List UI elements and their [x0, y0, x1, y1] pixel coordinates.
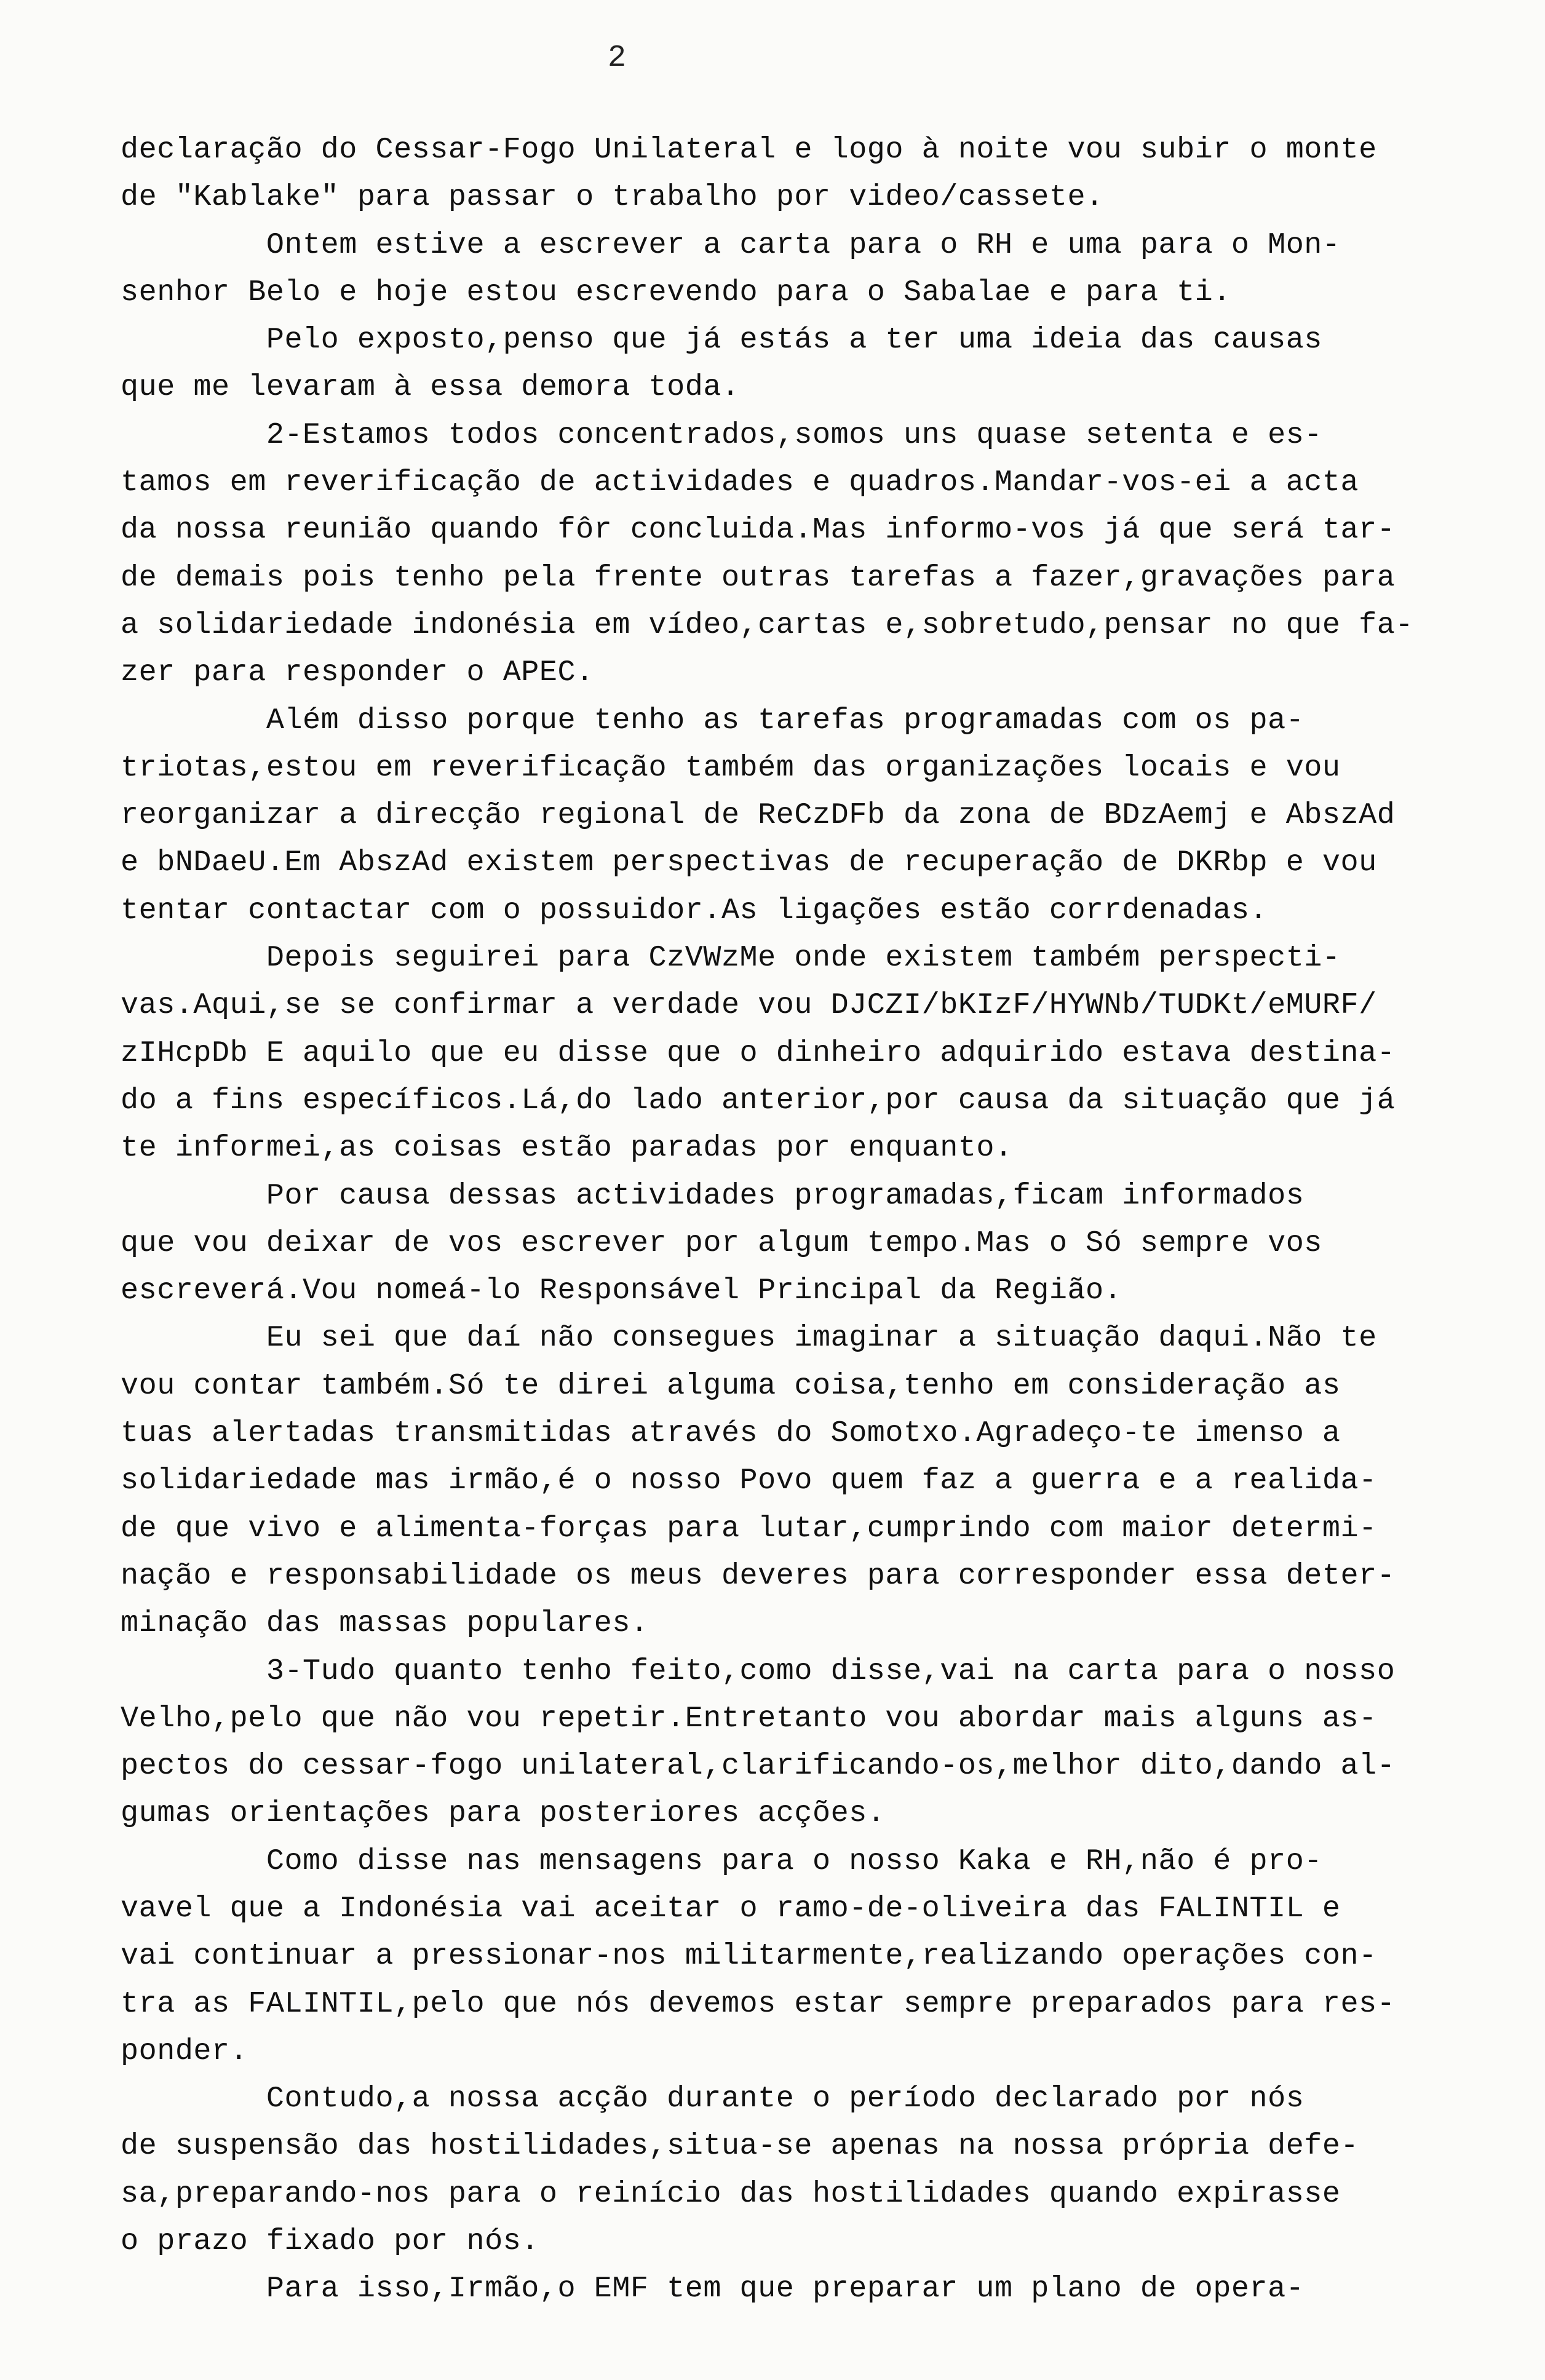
text-line: Depois seguirei para CzVWzMe onde existem também perspecti- [121, 941, 1341, 975]
text-line: tuas alertadas transmitidas através do Somotxo.Agradeço-te imenso a [121, 1416, 1341, 1451]
text-line: da nossa reunião quando fôr concluida.Mas informo-vos já que será tar- [121, 513, 1396, 547]
text-line: Além disso porque tenho as tarefas programadas com os pa- [121, 703, 1305, 737]
text-line: declaração do Cessar-Fogo Unilateral e logo à noite vou subir o monte [121, 133, 1377, 167]
text-line: do a fins específicos.Lá,do lado anterior,por causa da situação que já [121, 1083, 1396, 1117]
text-line: tentar contactar com o possuidor.As ligações estão corrdenadas. [121, 893, 1268, 927]
text-line: Eu sei que daí não consegues imaginar a situação daqui.Não te [121, 1321, 1377, 1355]
text-line: tamos em reverificação de actividades e quadros.Mandar-vos-ei a acta [121, 466, 1359, 500]
text-line: Contudo,a nossa acção durante o período declarado por nós [121, 2082, 1305, 2116]
text-line: Ontem estive a escrever a carta para o RH e uma para o Mon- [121, 228, 1341, 262]
text-line: e bNDaeU.Em AbszAd existem perspectivas de recuperação de DKRbp e vou [121, 846, 1377, 880]
text-line: tra as FALINTIL,pelo que nós devemos estar sempre preparados para res- [121, 1986, 1396, 2021]
text-line: o prazo fixado por nós. [121, 2224, 539, 2259]
text-line: escreverá.Vou nomeá-lo Responsável Principal da Região. [121, 1274, 1122, 1308]
text-line: te informei,as coisas estão paradas por enquanto. [121, 1131, 1013, 1165]
text-line: zIHcpDb E aquilo que eu disse que o dinheiro adquirido estava destina- [121, 1036, 1396, 1070]
text-line: que vou deixar de vos escrever por algum tempo.Mas o Só sempre vos [121, 1226, 1322, 1260]
text-line: de "Kablake" para passar o trabalho por video/cassete. [121, 180, 1104, 215]
text-line: de que vivo e alimenta-forças para lutar,cumprindo com maior determi- [121, 1511, 1377, 1545]
text-line: triotas,estou em reverificação também das organizações locais e vou [121, 750, 1341, 785]
text-line: senhor Belo e hoje estou escrevendo para o Sabalae e para ti. [121, 275, 1231, 309]
text-line: vavel que a Indonésia vai aceitar o ramo-de-oliveira das FALINTIL e [121, 1891, 1341, 1926]
text-line: minação das massas populares. [121, 1606, 649, 1641]
text-line: Pelo exposto,penso que já estás a ter uma ideia das causas [121, 323, 1322, 357]
text-line: Velho,pelo que não vou repetir.Entretanto vou abordar mais alguns as- [121, 1701, 1377, 1735]
text-line: 3-Tudo quanto tenho feito,como disse,vai na carta para o nosso [121, 1654, 1396, 1688]
text-line: ponder. [121, 2034, 248, 2068]
text-line: de demais pois tenho pela frente outras tarefas a fazer,gravações para [121, 560, 1396, 595]
text-line: vou contar também.Só te direi alguma coisa,tenho em consideração as [121, 1368, 1341, 1403]
text-line: 2-Estamos todos concentrados,somos uns quase setenta e es- [121, 418, 1322, 452]
text-line: Para isso,Irmão,o EMF tem que preparar um plano de opera- [121, 2272, 1305, 2306]
text-line: Como disse nas mensagens para o nosso Kaka e RH,não é pro- [121, 1844, 1322, 1878]
letter-body [121, 126, 1474, 2313]
text-line: a solidariedade indonésia em vídeo,cartas e,sobretudo,pensar no que fa- [121, 608, 1413, 642]
text-line: vai continuar a pressionar-nos militarmente,realizando operações con- [121, 1939, 1377, 1973]
text-line: nação e responsabilidade os meus deveres para corresponder essa deter- [121, 1558, 1396, 1593]
text-line: sa,preparando-nos para o reinício das hostilidades quando expirasse [121, 2176, 1341, 2211]
page-number: 2 [608, 41, 627, 76]
text-line: reorganizar a direcção regional de ReCzDFb da zona de BDzAemj e AbszAd [121, 798, 1396, 833]
text-line: Por causa dessas actividades programadas,ficam informados [121, 1178, 1305, 1213]
text-line: zer para responder o APEC. [121, 656, 594, 690]
text-line: solidariedade mas irmão,é o nosso Povo quem faz a guerra e a realida- [121, 1464, 1377, 1498]
text-line: vas.Aqui,se se confirmar a verdade vou DJCZI/bKIzF/HYWNb/TUDKt/eMURF/ [121, 988, 1377, 1023]
text-line: pectos do cessar-fogo unilateral,clarificando-os,melhor dito,dando al- [121, 1749, 1396, 1783]
text-line: de suspensão das hostilidades,situa-se apenas na nossa própria defe- [121, 2129, 1359, 2164]
text-line: que me levaram à essa demora toda. [121, 370, 740, 405]
text-line: gumas orientações para posteriores acções. [121, 1796, 886, 1831]
